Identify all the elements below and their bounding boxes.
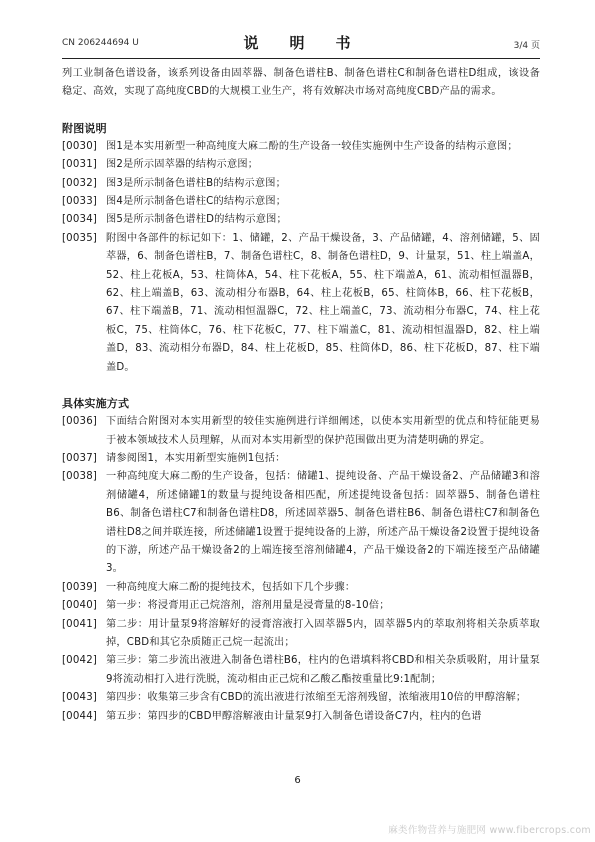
paragraph-text: 第三步：第二步流出液进入制备色谱柱B6，柱内的色谱填料将CBD和相关杂质吸附，用计量泵9将流动相打入进行洗脱，流动相由正己烷和乙酸乙酯按重量比9:1配制； bbox=[106, 655, 540, 685]
paragraph-number: [0040] bbox=[62, 600, 98, 612]
paragraph-number: [0036] bbox=[62, 416, 98, 428]
header-divider bbox=[62, 58, 540, 59]
numbered-paragraph bbox=[62, 597, 540, 615]
numbered-paragraph bbox=[62, 689, 540, 707]
numbered-paragraph bbox=[62, 708, 540, 726]
paragraph-text: 第四步：收集第三步含有CBD的流出液进行浓缩至无溶剂残留，浓缩液用10倍的甲醇溶解； bbox=[106, 692, 527, 704]
watermark: 麻类作物营养与施肥网 www.fibercrops.com bbox=[388, 825, 591, 836]
numbered-paragraph bbox=[62, 652, 540, 689]
paragraph-number: [0037] bbox=[62, 452, 98, 464]
paragraph-number: [0032] bbox=[62, 177, 98, 189]
section-heading: 具体实施方式 bbox=[62, 397, 130, 411]
numbered-paragraph bbox=[62, 138, 540, 156]
section-heading: 附图说明 bbox=[62, 121, 107, 135]
numbered-paragraph bbox=[62, 175, 540, 193]
paragraph-text: 第五步：第四步的CBD甲醇溶解液由计量泵9打入制备色谱设备C7内，柱内的色谱 bbox=[106, 710, 482, 722]
numbered-paragraph bbox=[62, 468, 540, 578]
paragraph-number: [0031] bbox=[62, 159, 98, 171]
paragraph-text: 图5是所示制备色谱柱D的结构示意图； bbox=[106, 214, 287, 226]
page-number: 6 bbox=[294, 775, 301, 786]
numbered-paragraph bbox=[62, 193, 540, 211]
numbered-paragraph bbox=[62, 211, 540, 229]
numbered-paragraph bbox=[62, 413, 540, 450]
paragraph-text: 一种高纯度大麻二酚的生产设备，包括：储罐1、提纯设备、产品干燥设备2、产品储罐3和溶剂储罐4，所述储罐1的数量与提纯设备相匹配，所述提纯设备包括：固萃器5、制备色谱柱B6、制备色谱柱C7和制备色谱柱D8，所述固萃器5、制备色谱柱B6、制备色谱柱C7和制备色谱柱D8之间并联连接，所述储罐1设置于提纯设备的上游，所述产品干燥设备2设置于提纯设备的下游，所述产品干燥设备2的上端连接至溶剂储罐4，产品干燥设备2的下端连接至产品储罐3。 bbox=[106, 471, 540, 575]
numbered-paragraph bbox=[62, 579, 540, 597]
paragraph-text: 图3是所示制备色谱柱B的结构示意图； bbox=[106, 177, 287, 189]
page-indicator: 3/4 页 bbox=[513, 41, 540, 51]
paragraph-text: 附图中各部件的标记如下：1、储罐，2、产品干燥设备，3、产品储罐，4、溶剂储罐，5、固萃器，6、制备色谱柱B，7、制备色谱柱C，8、制备色谱柱D，9、计量泵，51、柱上端盖A，52、柱上花板A，53、柱筒体A，54、柱下花板A，55、柱下端盖A，61、流动相恒温器B，62、柱上端盖B，63、流动相分布器B，64、柱上花板B，65、柱筒体B，66、柱下花板B，67、柱下端盖B，71、流动相恒温器C，72、柱上端盖C，73、流动相分布器C，74、柱上花板C，75、柱筒体C，76、柱下花板C，77、柱下端盖C，81、流动相恒温器D，82、柱上端盖D，83、流动相分布器D，84、柱上花板D，85、柱筒体D，86、柱下花板D，87、柱下端盖D。 bbox=[106, 232, 540, 373]
paragraph-text: 一种高纯度大麻二酚的提纯技术，包括如下几个步骤： bbox=[106, 581, 356, 593]
paragraph-number: [0041] bbox=[62, 618, 98, 630]
paragraph-number: [0043] bbox=[62, 692, 98, 704]
paragraph-text: 第一步：将浸膏用正己烷溶剂，溶剂用量是浸膏量的8-10倍； bbox=[106, 600, 390, 612]
numbered-paragraph bbox=[62, 616, 540, 653]
document-title: 说 明 书 bbox=[243, 34, 359, 52]
paragraph-text: 图2是所示固萃器的结构示意图； bbox=[106, 159, 259, 171]
numbered-paragraph bbox=[62, 230, 540, 377]
document-body bbox=[62, 65, 540, 726]
paragraph-number: [0038] bbox=[62, 471, 98, 483]
paragraph-number: [0030] bbox=[62, 140, 98, 152]
paragraph-text: 图1是本实用新型一种高纯度大麻二酚的生产设备一较佳实施例中生产设备的结构示意图； bbox=[106, 140, 518, 152]
numbered-paragraph bbox=[62, 450, 540, 468]
paragraph-number: [0033] bbox=[62, 196, 98, 208]
paragraph-number: [0042] bbox=[62, 655, 98, 667]
paragraph-number: [0039] bbox=[62, 581, 98, 593]
paragraph-text: 图4是所示制备色谱柱C的结构示意图； bbox=[106, 196, 287, 208]
paragraph-text: 下面结合附图对本实用新型的较佳实施例进行详细阐述，以使本实用新型的优点和特征能更易于被本领域技术人员理解，从而对本实用新型的保护范围做出更为清楚明确的界定。 bbox=[106, 416, 540, 446]
patent-number: CN 206244694 U bbox=[62, 38, 139, 48]
paragraph-number: [0034] bbox=[62, 214, 98, 226]
paragraph-number: [0044] bbox=[62, 710, 98, 722]
paragraph-text: 请参阅图1，本实用新型实施例1包括： bbox=[106, 452, 286, 464]
paragraph-text: 第二步：用计量泵9将溶解好的浸膏溶液打入固萃器5内，固萃器5内的萃取剂将相关杂质萃取掉，CBD和其它杂质随正己烷一起流出； bbox=[106, 618, 540, 648]
page-header bbox=[62, 32, 540, 54]
paragraph-number: [0035] bbox=[62, 232, 98, 244]
numbered-paragraph bbox=[62, 156, 540, 174]
intro-paragraph: 列工业制备色谱设备，该系列设备由固萃器、制备色谱柱B、制备色谱柱C和制备色谱柱D组成，该设备稳定、高效，实现了高纯度CBD的大规模工业生产，将有效解决市场对高纯度CBD产品的需求。 bbox=[62, 68, 540, 98]
